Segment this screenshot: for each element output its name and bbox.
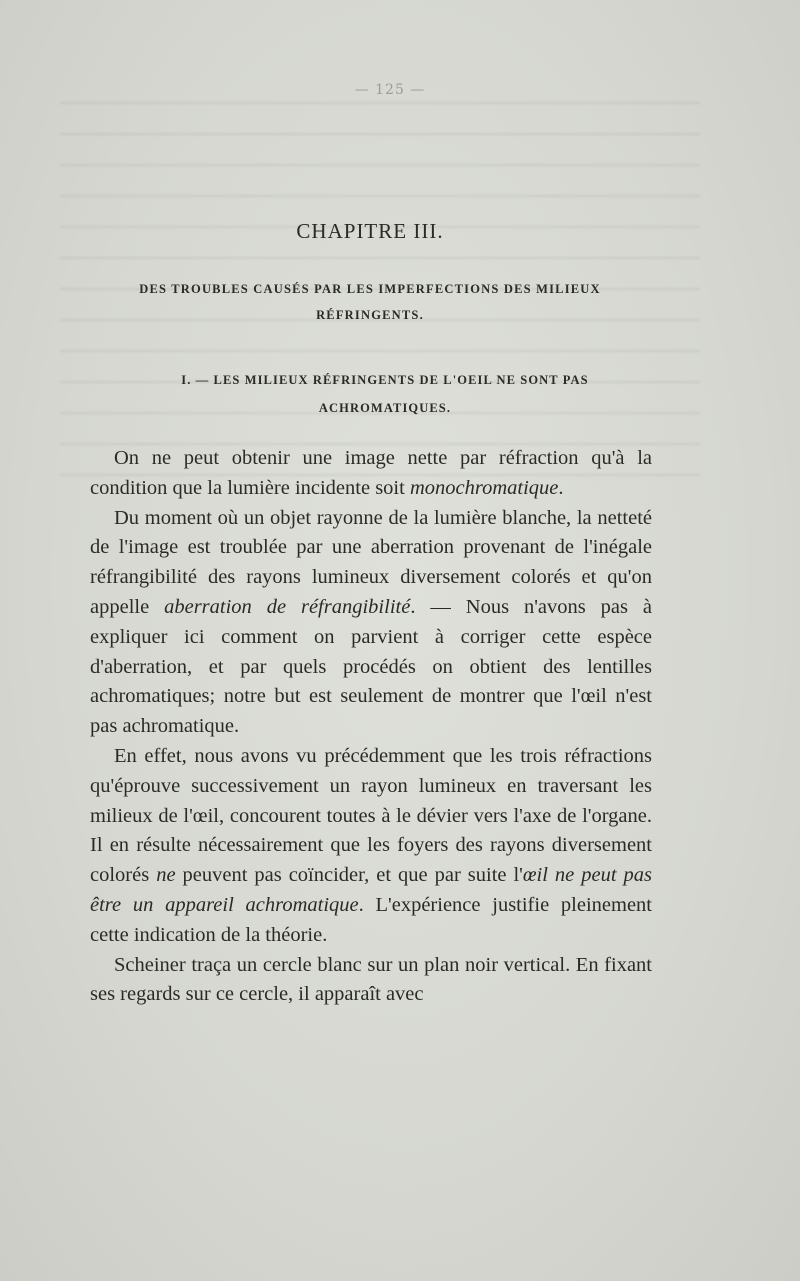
body-text [90,444,652,1010]
paragraph [90,742,652,951]
italic-run: monochromatique [409,476,559,499]
paragraph [90,504,652,742]
italic-run: aberration de réfrangibilité [164,595,411,618]
italic-run: œil ne peut pas être un appareil achromatique [90,864,653,916]
section-heading: I. — LES MILIEUX RÉFRINGENTS DE L'OEIL NE SONT PAS ACHROMATIQUES. [181,373,589,415]
text-run: Du moment où un objet rayonne de la lumière blanche, la netteté de l'image est troublée par une aberration provenant de l'inégale réfrangibilité des rayons lumineux diversement colorés et qu'on appelle [90,506,652,618]
text-run: En effet, nous avons vu précédemment que les trois réfractions qu'éprouve successivement un rayon lumineux en traversant les milieux de l'œil, concourent toutes à le dévier vers l'axe de l'organe. Il en résulte nécessairement que les foyers des rayons diversement colorés [90,744,652,887]
text-run: On ne peut obtenir une image nette par réfraction qu'à la condition que la lumière incidente soit [90,447,652,499]
text-run: Scheiner traça un cercle blanc sur un plan noir vertical. En fixant ses regards sur ce cercle, il apparaît avec [90,953,652,1006]
chapter-subtitle: DES TROUBLES CAUSÉS PAR LES IMPERFECTIONS DES MILIEUX RÉFRINGENTS. [139,282,601,322]
text-run: . L'expérience justifie pleinement cette indication de la théorie. [90,893,652,946]
text-run: peuvent pas coïncider, et que par suite l' [175,864,523,887]
text-run: . [558,476,564,499]
chapter-title: CHAPITRE III. [296,219,444,243]
paragraph [90,951,652,1011]
italic-run: ne [156,864,176,887]
page-number: — 125 — [354,82,426,98]
paragraph [90,444,652,504]
text-run: . — Nous n'avons pas à expliquer ici comment on parvient à corriger cette espèce d'aberration, et par quels procédés on obtient des lentilles achromatiques; notre but est seulement de montrer que l'œil n'est pas achromatique. [90,595,652,738]
